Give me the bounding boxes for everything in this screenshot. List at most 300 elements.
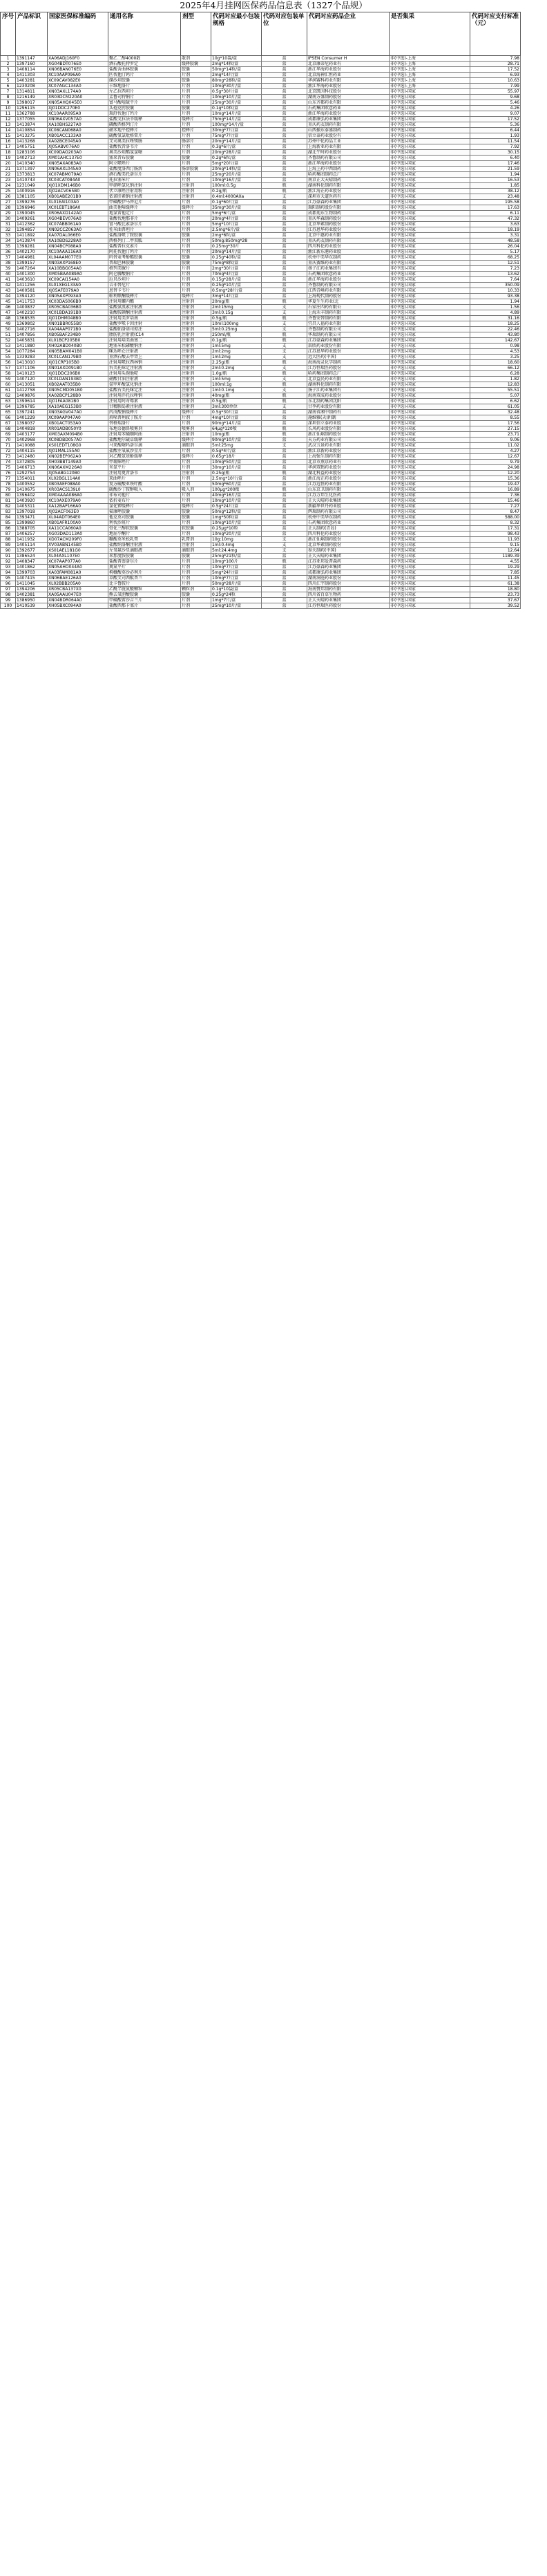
table-cell[interactable]: 50mg*28片/盒 [211,581,262,587]
table-cell[interactable]: 1413874 [16,122,48,128]
table-cell[interactable]: 非(中选)-国家 [390,493,470,498]
table-cell[interactable]: XN06BAE126A0 [48,576,108,581]
table-cell[interactable]: 片剂 [181,421,211,426]
table-cell[interactable]: 9.06 [470,438,521,443]
table-cell[interactable]: 99 [1,598,16,603]
table-cell[interactable]: 支 [262,344,307,349]
table-cell[interactable]: 1407856 [16,332,48,338]
table-cell[interactable]: 24.98 [470,465,521,471]
table-cell[interactable]: 2 [1,62,16,67]
table-cell[interactable]: 片剂 [181,482,211,487]
table-cell[interactable]: 5.46 [470,100,521,106]
table-cell[interactable]: 7 [1,89,16,95]
table-cell[interactable]: 1404981 [16,255,48,261]
table-cell[interactable]: 上海强生制药有限 [307,454,390,460]
table-cell[interactable]: 孟鲁司特钠片 [108,95,181,100]
table-cell[interactable]: 非(中选)-国家 [390,587,470,592]
table-cell[interactable]: 1402210 [16,310,48,316]
table-cell[interactable]: 北京华素制药股份 [307,222,390,227]
table-cell[interactable]: 石药集团欧意药业 [307,106,390,111]
table-cell[interactable]: 正大天晴药业集团 [307,498,390,504]
table-cell[interactable]: 片剂 [181,122,211,128]
table-cell[interactable]: 11.45 [470,576,521,581]
table-cell[interactable]: 非(中选)-国家 [390,222,470,227]
table-cell[interactable]: 注射剂 [181,338,211,344]
table-cell[interactable]: XC08CAN068A0 [48,128,108,133]
table-cell[interactable]: XB05BAF234B0 [48,332,108,338]
table-cell[interactable]: 非(中选)-国家 [390,139,470,144]
table-cell[interactable]: 23 [1,178,16,183]
table-cell[interactable]: XR05CBA137X0 [48,587,108,592]
table-cell[interactable]: 5.07 [470,393,521,399]
table-cell[interactable]: 1406713 [16,465,48,471]
table-cell[interactable]: 1283106 [16,150,48,156]
table-cell[interactable]: XL02BGL114A0 [48,476,108,482]
table-cell[interactable]: 64μg*120喷 [211,426,262,432]
table-cell[interactable]: 盒 [262,133,307,139]
table-cell[interactable]: 28.71 [470,62,521,67]
table-row[interactable] [1,426,521,432]
table-cell[interactable]: 1373813 [16,172,48,178]
table-cell[interactable]: 1296115 [16,106,48,111]
table-cell[interactable]: 非(中选)-国家 [390,515,470,520]
table-cell[interactable]: 5.36 [470,122,521,128]
table-cell[interactable]: 17.46 [470,161,521,167]
table-cell[interactable]: 盒 [262,233,307,238]
table-cell[interactable]: 77 [1,476,16,482]
table-cell[interactable]: 齐鲁安替制药有限 [307,316,390,321]
table-cell[interactable]: 8.32 [470,520,521,526]
table-cell[interactable]: 片剂 [181,576,211,581]
table-cell[interactable]: 83 [1,509,16,515]
table-cell[interactable]: 3.63 [470,222,521,227]
table-cell[interactable]: 非(中选)-国家 [390,261,470,266]
table-cell[interactable]: 非(中选)-国家 [390,244,470,250]
table-cell[interactable]: 浙江华海药业股份 [307,161,390,167]
table-cell[interactable]: 非(中选)-国家 [390,360,470,366]
table-cell[interactable]: 非(中选)-国家 [390,565,470,570]
table-row[interactable] [1,366,521,371]
table-cell[interactable]: 15 [1,133,16,139]
table-cell[interactable]: 哈药集团制药总厂 [307,172,390,178]
table-cell[interactable]: 8.47 [470,509,521,515]
table-cell[interactable]: 1386524 [16,554,48,559]
table-cell[interactable]: 盒 [262,56,307,62]
table-cell[interactable]: XR03DCM220A0 [48,95,108,100]
table-cell[interactable]: 1392677 [16,548,48,554]
column-header[interactable]: 国家医保标准编码 [48,12,108,56]
table-cell[interactable]: 盒 [262,238,307,244]
table-cell[interactable]: 脂肪乳注射液(C14 [108,332,181,338]
table-cell[interactable]: 阿托伐他汀钙片 [108,250,181,255]
table-cell[interactable]: 片剂 [181,211,211,216]
table-cell[interactable]: 25mg*30片/盒 [211,100,262,106]
table-cell[interactable]: 30mg*10片/盒 [211,465,262,471]
table-cell[interactable]: 佐米曲普坦片 [108,227,181,233]
table-cell[interactable]: 非(中选)-国家 [390,487,470,493]
table-cell[interactable]: 非(中选)-国家 [390,449,470,454]
table-cell[interactable]: 20mg*4片/盒 [211,216,262,222]
table-cell[interactable]: 35mg*30片/盒 [211,205,262,211]
table-cell[interactable]: 非(中选)-国家 [390,377,470,382]
table-cell[interactable]: XC03CAT084A0 [48,178,108,183]
table-cell[interactable]: XC10AAP096A0 [48,73,108,78]
table-cell[interactable]: 1402170 [16,250,48,255]
table-cell[interactable]: 3 [1,67,16,73]
table-cell[interactable]: 57 [1,366,16,371]
table-row[interactable] [1,238,521,244]
table-cell[interactable]: 32 [1,227,16,233]
table-cell[interactable]: XH03BBT149A0 [48,460,108,465]
table-cell[interactable]: 1.94 [470,172,521,178]
table-cell[interactable]: 非(中选)-国家 [390,95,470,100]
table-cell[interactable]: 浙江华海药业股份 [307,111,390,117]
table-cell[interactable]: 非(中选)-国家 [390,327,470,332]
table-cell[interactable]: 支 [262,404,307,410]
table-cell[interactable]: 25 [1,189,16,194]
table-cell[interactable]: 250ml/瓶 [211,332,262,338]
table-cell[interactable]: 0.5mg*28片/盒 [211,288,262,294]
table-cell[interactable]: 注射剂 [181,327,211,332]
table-row[interactable] [1,399,521,404]
table-cell[interactable]: 伏立康唑注射用粉 [108,189,181,194]
table-cell[interactable]: 江苏恒瑞医药股份 [307,366,390,371]
table-cell[interactable]: 1397160 [16,62,48,67]
table-cell[interactable]: 142.67 [470,338,521,344]
table-cell[interactable]: XC01EBT186A0 [48,205,108,211]
table-cell[interactable]: 100ml:0.5g [211,183,262,189]
table-cell[interactable]: 43.80 [470,332,521,338]
table-cell[interactable]: 10mg/瓶 [211,432,262,438]
table-row[interactable] [1,156,521,161]
table-cell[interactable]: XC07ABB061A0 [48,222,108,227]
table-cell[interactable]: 瓶 [262,189,307,194]
table-cell[interactable]: 注射剂 [181,360,211,366]
table-cell[interactable]: 吸入剂 [181,487,211,493]
table-cell[interactable]: 95 [1,576,16,581]
table-row[interactable] [1,288,521,294]
table-cell[interactable]: 0.1g/瓶 [211,338,262,344]
table-cell[interactable]: 瓶 [262,299,307,305]
table-cell[interactable]: 非(中选)-国家 [390,460,470,465]
table-cell[interactable]: 1399614 [16,399,48,404]
table-row[interactable] [1,432,521,438]
table-cell[interactable]: 盐酸舍曲林胶囊 [108,67,181,73]
table-cell[interactable]: 齐鲁制药有限公司 [307,327,390,332]
table-cell[interactable]: 盒 [262,89,307,95]
table-cell[interactable]: 0.5g*30片/盒 [211,89,262,95]
table-cell[interactable]: XN06AXL045A0 [48,167,108,172]
table-cell[interactable]: 海南双成药业股份 [307,393,390,399]
table-cell[interactable]: XJ01FAA081B0 [48,399,108,404]
table-cell[interactable]: 片剂 [181,95,211,100]
table-cell[interactable]: 糠酸莫米松乳膏 [108,537,181,543]
table-cell[interactable]: 67 [1,421,16,426]
column-header[interactable]: 序号 [1,12,16,56]
table-row[interactable] [1,266,521,272]
table-cell[interactable]: 片剂 [181,565,211,570]
table-cell[interactable]: 瓶 [262,371,307,377]
table-cell[interactable]: XV03ABN145B0 [48,543,108,548]
table-cell[interactable]: XJ01MAL155A0 [48,449,108,454]
table-cell[interactable]: 47 [1,310,16,316]
table-cell[interactable]: 托拉塞米片 [108,178,181,183]
table-cell[interactable]: 盒 [262,172,307,178]
table-cell[interactable]: 100 [1,603,16,609]
table-cell[interactable]: 复方硫酸亚铁叶酸 [108,482,181,487]
table-cell[interactable]: 94 [1,570,16,576]
table-cell[interactable]: 北京中惠药业有限 [307,233,390,238]
table-cell[interactable]: 10mg*30片/盒 [211,84,262,89]
table-cell[interactable]: 非(中选)-国家 [390,366,470,371]
table-cell[interactable]: 注射剂 [181,393,211,399]
table-cell[interactable]: 96 [1,581,16,587]
table-cell[interactable]: XC09DAO203A0 [48,150,108,156]
table-row[interactable] [1,355,521,360]
table-cell[interactable]: 10mg*10片/盒 [211,95,262,100]
table-cell[interactable]: 盒 [262,554,307,559]
table-cell[interactable]: 4mg*10片/盒 [211,415,262,421]
table-cell[interactable]: 1413010 [16,360,48,366]
table-cell[interactable]: XM03AXM094B0 [48,432,108,438]
table-cell[interactable]: 盒 [262,421,307,426]
table-row[interactable] [1,261,521,266]
table-cell[interactable]: 非(中选)-国家 [390,133,470,139]
table-cell[interactable]: 盒 [262,211,307,216]
table-cell[interactable]: XN03AXL174A0 [48,89,108,95]
table-cell[interactable]: 47.32 [470,216,521,222]
table-cell[interactable]: 支 [262,377,307,382]
table-cell[interactable]: 江苏远恒药业有限 [307,482,390,487]
table-cell[interactable]: 非(中选)-国家 [390,465,470,471]
table-cell[interactable]: 湖南省湘中制药有 [307,410,390,415]
table-cell[interactable]: 注射用泮托拉唑钠 [108,393,181,399]
table-cell[interactable]: XN01AXD091B0 [48,366,108,371]
table-cell[interactable]: 盒 [262,565,307,570]
table-cell[interactable]: 支 [262,388,307,393]
table-cell[interactable]: 10.63 [470,78,521,84]
table-cell[interactable]: 1377055 [16,117,48,122]
table-cell[interactable]: 45 [1,299,16,305]
table-cell[interactable]: 52 [1,338,16,344]
table-cell[interactable]: 重庆华森制药股份 [307,216,390,222]
table-row[interactable] [1,178,521,183]
table-cell[interactable]: 非(中选)-国家 [390,227,470,233]
table-cell[interactable]: 湖北科益药业股份 [307,471,390,476]
column-header[interactable]: 通用名称 [108,12,181,56]
table-cell[interactable]: 氟康唑胶囊 [108,509,181,515]
table-cell[interactable]: 胶囊 [181,515,211,520]
table-cell[interactable]: 非(中选)-国家 [390,581,470,587]
table-cell[interactable]: 0.65g*18片 [211,454,262,460]
table-cell[interactable]: XJ02ACV065B0 [48,189,108,194]
table-cell[interactable]: 格列美脲片 [108,266,181,272]
table-cell[interactable]: XN05CMD051B0 [48,388,108,393]
table-row[interactable] [1,410,521,415]
table-row[interactable] [1,139,521,144]
table-cell[interactable]: 非(中选)-国家 [390,332,470,338]
table-cell[interactable]: 1314811 [16,89,48,95]
table-row[interactable] [1,548,521,554]
table-cell[interactable]: 1405114 [16,543,48,548]
table-cell[interactable]: 盒 [262,460,307,465]
table-cell[interactable]: 1410123 [16,371,48,377]
table-cell[interactable]: 非(中选)-国家 [390,272,470,277]
table-row[interactable] [1,305,521,310]
table-cell[interactable]: 6 [1,84,16,89]
table-cell[interactable]: 盒 [262,156,307,161]
table-cell[interactable]: 盐酸文拉法辛缓释 [108,117,181,122]
table-cell[interactable]: 盒 [262,266,307,272]
table-cell[interactable]: 18.19 [470,227,521,233]
table-cell[interactable]: 12.20 [470,471,521,476]
table-cell[interactable]: 瓶 [262,338,307,344]
table-cell[interactable]: 85 [1,520,16,526]
table-cell[interactable]: 1413275 [16,133,48,139]
table-cell[interactable]: 甘李药业股份有限 [307,404,390,410]
table-cell[interactable]: 65 [1,410,16,415]
table-cell[interactable]: 熊去氧胆酸胶囊 [108,592,181,598]
table-cell[interactable]: XA10AEG153B0 [48,404,108,410]
table-cell[interactable]: XC01DAN193B0 [48,377,108,382]
table-cell[interactable]: 片剂 [181,603,211,609]
table-cell[interactable]: 非(中选)-国家 [390,576,470,581]
table-cell[interactable]: 四川汇宇制药股份 [307,581,390,587]
table-cell[interactable]: 53 [1,344,16,349]
table-row[interactable] [1,581,521,587]
table-cell[interactable]: 富马酸喹硫平片 [108,100,181,106]
table-cell[interactable]: 4 [1,73,16,78]
table-cell[interactable]: 43 [1,288,16,294]
table-cell[interactable]: XC08DBD057A0 [48,438,108,443]
table-row[interactable] [1,493,521,498]
table-cell[interactable]: 15.36 [470,476,521,482]
table-cell[interactable]: 1.0g/瓶 [211,371,262,377]
table-cell[interactable]: 2.5mg*6片/盒 [211,227,262,233]
table-cell[interactable]: 依诺肝素钠注射液 [108,194,181,200]
table-cell[interactable]: XC07AAP077A0 [48,559,108,565]
table-cell[interactable]: 胶囊 [181,509,211,515]
table-cell[interactable]: 非(中选)-国家 [390,526,470,532]
table-cell[interactable]: 盒 [262,84,307,89]
table-cell[interactable]: 浙江仙琚制药股份 [307,432,390,438]
table-cell[interactable]: 非(中选)-国家 [390,603,470,609]
table-cell[interactable]: 非(中选)-国家 [390,520,470,526]
table-cell[interactable]: 盐酸普萘洛尔片 [108,559,181,565]
table-cell[interactable]: 非(中选)-国家 [390,183,470,189]
table-cell[interactable]: 瓶 [262,559,307,565]
table-cell[interactable]: 1407264 [16,266,48,272]
table-cell[interactable]: 重酒石酸去甲肾上 [108,355,181,360]
table-cell[interactable]: 5mg*20片/盒 [211,161,262,167]
table-cell[interactable]: 片剂 [181,520,211,526]
table-cell[interactable]: 支 [262,537,307,543]
table-cell[interactable]: 颗粒剂 [181,587,211,592]
table-row[interactable] [1,327,521,332]
table-cell[interactable]: 12.83 [470,382,521,388]
table-cell[interactable]: 9.07 [470,111,521,117]
table-cell[interactable]: 盐酸罗哌卡因注射 [108,321,181,327]
table-cell[interactable]: 1362788 [16,111,48,117]
table-cell[interactable]: XA06ADJ160F0 [48,56,108,62]
table-cell[interactable]: 49 [1,321,16,327]
table-cell[interactable]: 瓶 [262,332,307,338]
table-cell[interactable]: 1396402 [16,493,48,498]
table-cell[interactable]: 3.25 [470,355,521,360]
table-cell[interactable]: 山东齐都药业有限 [307,100,390,106]
table-cell[interactable]: 1410675 [16,487,48,493]
table-cell[interactable]: 1399157 [16,261,48,266]
table-cell[interactable]: 4.53 [470,349,521,355]
table-cell[interactable]: XA12BAP166A0 [48,504,108,509]
table-cell[interactable]: 非(中选)-上海 [390,73,470,78]
table-cell[interactable]: 22 [1,172,16,178]
table-cell[interactable]: XC03DAS066B0 [48,299,108,305]
table-cell[interactable]: 3ml:300单位 [211,404,262,410]
table-cell[interactable]: 100μg*200揿 [211,487,262,493]
table-cell[interactable]: 1413051 [16,382,48,388]
table-cell[interactable]: 盐酸伐昔洛韦片 [108,144,181,150]
table-cell[interactable]: 1411892 [16,233,48,238]
table-row[interactable] [1,233,521,238]
table-cell[interactable]: 75 [1,465,16,471]
table-cell[interactable]: 1408114 [16,67,48,73]
table-cell[interactable]: 深圳信立泰药业股 [307,421,390,426]
table-cell[interactable]: 成都康弘药业集团 [307,117,390,122]
table-cell[interactable]: 富马酸比索洛尔片 [108,222,181,227]
table-cell[interactable]: 3ml:0.15g [211,310,262,316]
table-cell[interactable]: XM04AAA086A0 [48,493,108,498]
table-cell[interactable]: 19.29 [470,565,521,570]
table-cell[interactable]: 盒 [262,73,307,78]
table-cell[interactable]: 5ml:24.4mg [211,548,262,554]
table-cell[interactable]: 1391147 [16,56,48,62]
table-cell[interactable]: 胶囊 [181,261,211,266]
table-cell[interactable]: 注射剂 [181,332,211,338]
table-cell[interactable]: 盒 [262,476,307,482]
table-cell[interactable]: 13.62 [470,272,521,277]
table-cell[interactable]: 片剂 [181,272,211,277]
table-cell[interactable]: 2.5mg*10片/盒 [211,476,262,482]
table-cell[interactable]: 瓶 [262,393,307,399]
table-cell[interactable]: 1407415 [16,576,48,581]
table-cell[interactable]: 湖南洞庭药业股份 [307,576,390,581]
table-cell[interactable]: 新疆华世丹药业股 [307,504,390,509]
table-cell[interactable]: 盒 [262,216,307,222]
table-cell[interactable]: 酒石酸美托洛尔片 [108,172,181,178]
table-cell[interactable]: 片剂 [181,598,211,603]
table-cell[interactable]: 注射剂 [181,321,211,327]
table-cell[interactable]: 60 [1,382,16,388]
table-cell[interactable]: 66 [1,415,16,421]
table-cell[interactable]: 注射剂 [181,299,211,305]
table-cell[interactable]: 注射剂 [181,388,211,393]
table-cell[interactable]: 片剂 [181,238,211,244]
table-cell[interactable]: 非(中选)-国家 [390,532,470,537]
table-cell[interactable]: 恩替卡韦片 [108,288,181,294]
table-cell[interactable]: 1401229 [16,415,48,421]
table-cell[interactable]: 非(中选)-国家 [390,144,470,150]
table-row[interactable] [1,344,521,349]
table-cell[interactable]: 1216149 [16,95,48,100]
table-cell[interactable]: XL02BBB205A0 [48,581,108,587]
column-header[interactable]: 代码对应支付标准（元） [470,12,521,56]
table-cell[interactable]: 武汉五景药业有限 [307,443,390,449]
table-cell[interactable]: 散剂 [181,56,211,62]
table-cell[interactable]: 10mg*14片/盒 [211,111,262,117]
table-cell[interactable]: 25mg*20片/盒 [211,172,262,178]
table-row[interactable] [1,592,521,598]
